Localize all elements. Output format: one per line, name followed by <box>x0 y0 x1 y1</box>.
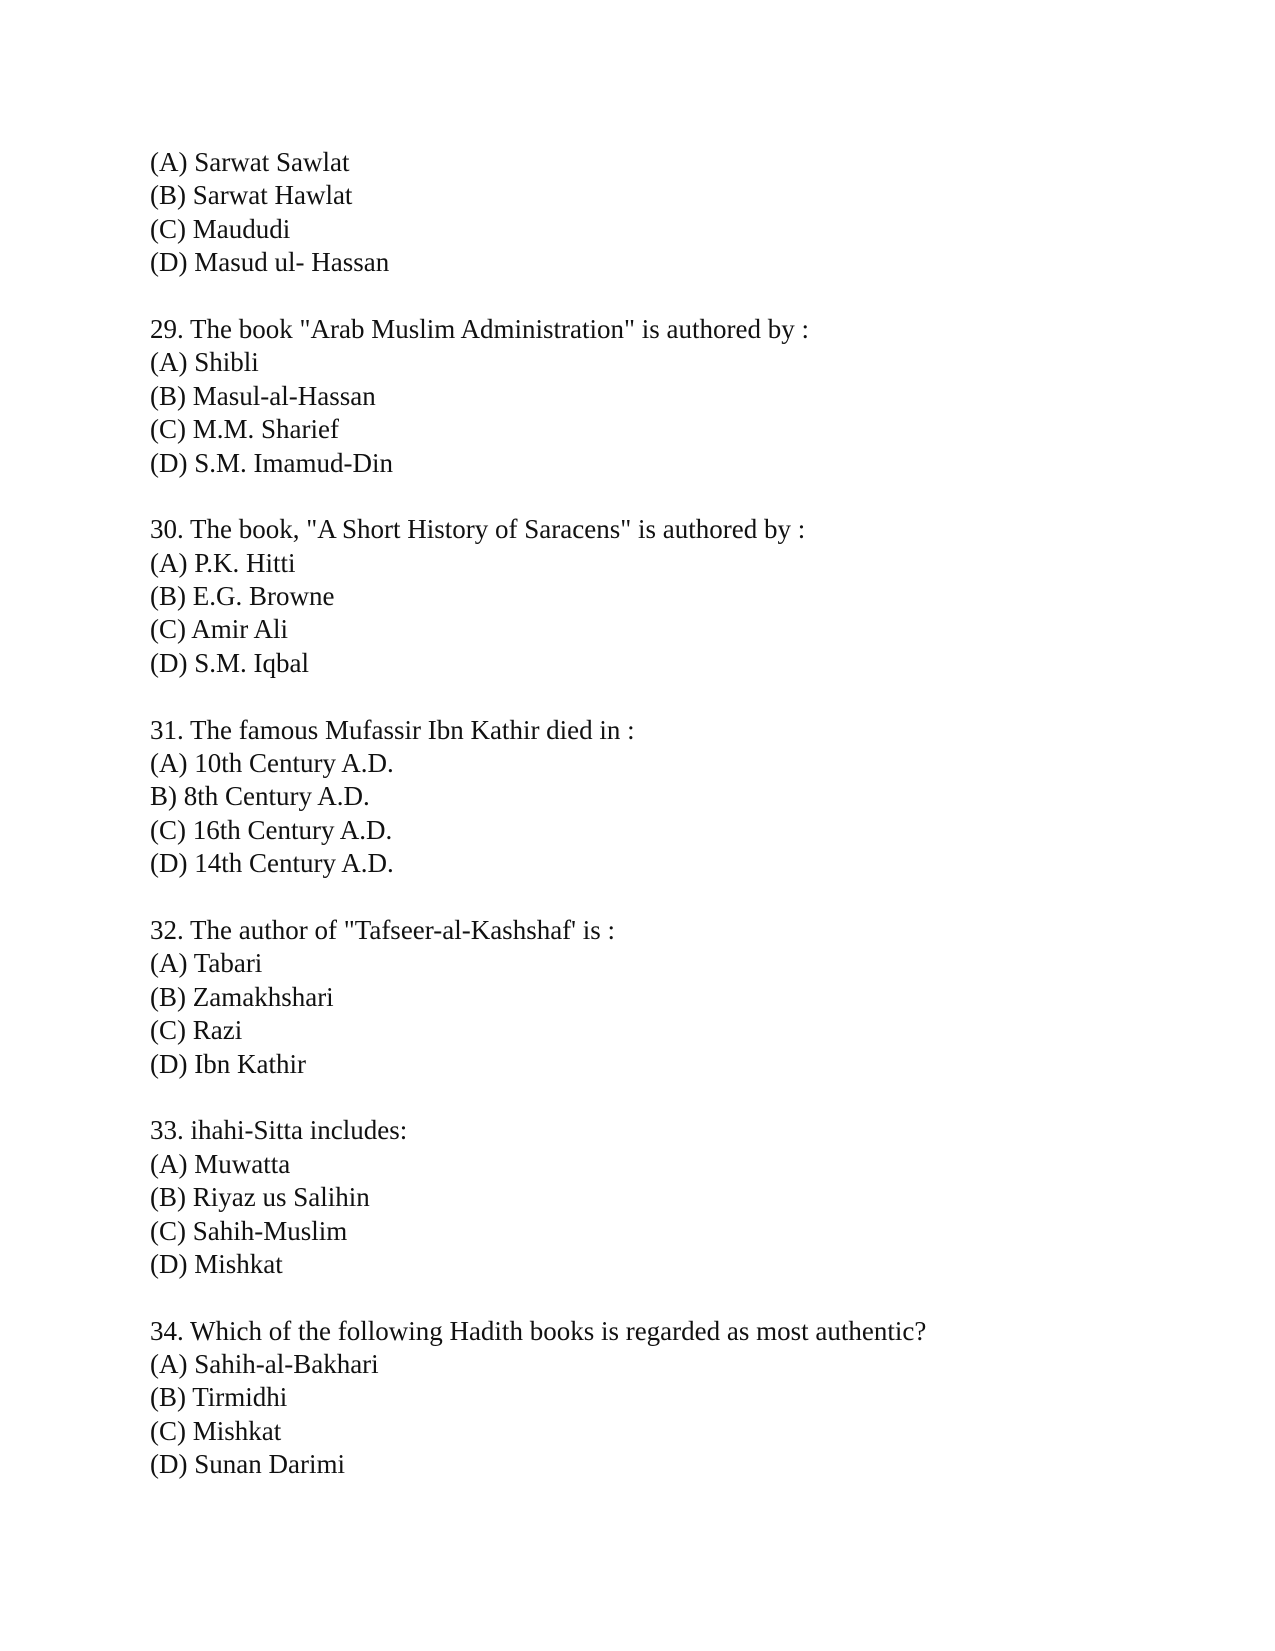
option-b: (B) Riyaz us Salihin <box>150 1182 370 1213</box>
question-block-28-continued <box>150 146 1200 280</box>
option-b: B) 8th Century A.D. <box>150 781 370 812</box>
option-c: (C) M.M. Sharief <box>150 414 339 445</box>
option-a: (A) Shibli <box>150 347 259 378</box>
question-text: 29. The book "Arab Muslim Administration" is authored by : <box>150 313 809 344</box>
question-text: 34. Which of the following Hadith books is regarded as most authentic? <box>150 1315 927 1346</box>
option-a: (A) Muwatta <box>150 1148 291 1179</box>
question-block-33 <box>150 1114 1200 1281</box>
option-b: (B) Tirmidhi <box>150 1382 288 1413</box>
option-a: (A) Tabari <box>150 948 263 979</box>
question-text: 31. The famous Mufassir Ibn Kathir died in : <box>150 714 635 745</box>
question-block-32 <box>150 914 1200 1081</box>
option-c: (C) 16th Century A.D. <box>150 814 393 845</box>
option-d: (D) S.M. Iqbal <box>150 647 309 678</box>
option-c: (C) Razi <box>150 1015 243 1046</box>
option-d: (D) Ibn Kathir <box>150 1048 306 1079</box>
option-d: (D) Masud ul- Hassan <box>150 247 390 278</box>
option-b: (B) Zamakhshari <box>150 981 334 1012</box>
option-a: (A) P.K. Hitti <box>150 547 296 578</box>
option-d: (D) Sunan Darimi <box>150 1449 345 1480</box>
option-c: (C) Maududi <box>150 213 291 244</box>
option-b: (B) Masul-al-Hassan <box>150 380 376 411</box>
option-a: (A) Sahih-al-Bakhari <box>150 1349 379 1380</box>
option-c: (C) Mishkat <box>150 1415 282 1446</box>
option-b: (B) E.G. Browne <box>150 581 335 612</box>
option-b: (B) Sarwat Hawlat <box>150 180 353 211</box>
option-c: (C) Sahih-Muslim <box>150 1215 348 1246</box>
question-text: 32. The author of "Tafseer-al-Kashshaf' is : <box>150 914 616 945</box>
option-a: (A) Sarwat Sawlat <box>150 147 350 177</box>
option-c: (C) Amir Ali <box>150 614 289 645</box>
option-d: (D) S.M. Imamud-Din <box>150 447 393 478</box>
question-text: 30. The book, "A Short History of Saracens" is authored by : <box>150 514 806 545</box>
document-page <box>150 146 1200 1482</box>
question-block-29 <box>150 313 1200 480</box>
question-block-34 <box>150 1315 1200 1482</box>
option-d: (D) 14th Century A.D. <box>150 848 394 879</box>
question-block-30 <box>150 513 1200 680</box>
option-d: (D) Mishkat <box>150 1248 283 1279</box>
question-block-31 <box>150 714 1200 881</box>
option-a: (A) 10th Century A.D. <box>150 748 394 779</box>
question-text: 33. ihahi-Sitta includes: <box>150 1115 408 1146</box>
